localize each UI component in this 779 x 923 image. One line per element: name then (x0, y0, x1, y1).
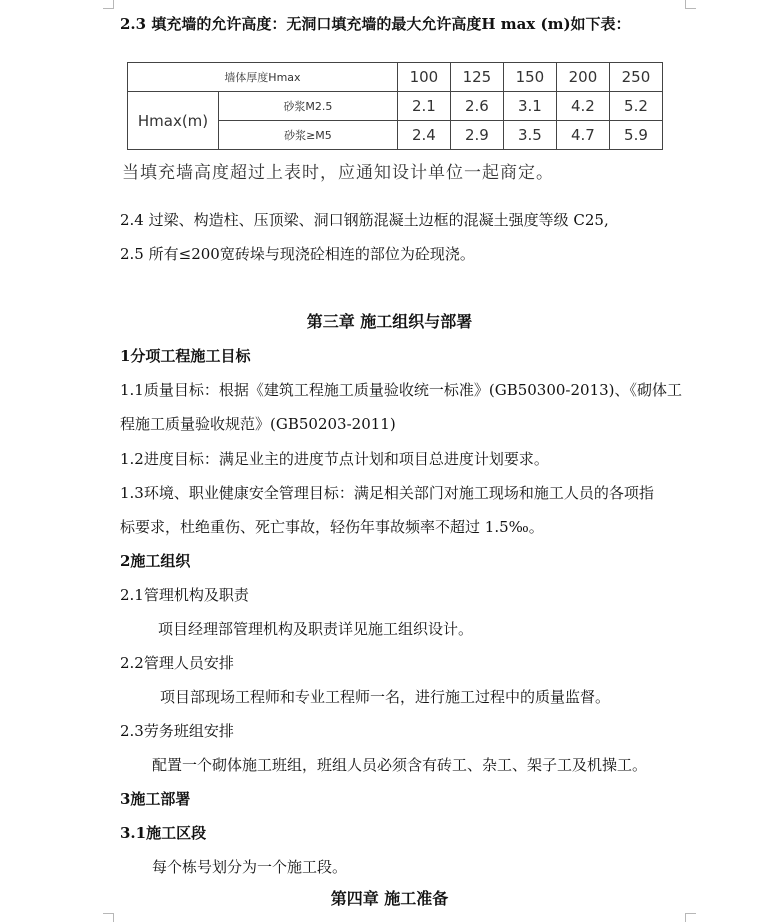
section-2-4: 2.4 过梁、构造柱、压顶梁、洞口钢筋混凝土边框的混凝土强度等级 C25, (120, 211, 609, 229)
chapter-4-title: 第四章 施工准备 (330, 889, 449, 908)
column-header: 150 (503, 63, 556, 92)
paragraph-2-2: 项目部现场工程师和专业工程师一名，进行施工过程中的质量监督。 (160, 688, 611, 706)
page-corner-mark (685, 0, 696, 9)
corner-header-cell: 墙体厚度Hmax (128, 63, 398, 92)
section-2-3: 2.3 填充墙的允许高度：无洞口填充墙的最大允许高度H max (m)如下表： (120, 15, 631, 33)
table-cell: 3.1 (503, 92, 556, 121)
heading-2-3: 2.3劳务班组安排 (120, 722, 234, 740)
heading-1: 1分项工程施工目标 (120, 347, 251, 365)
chapter-3-title: 第三章 施工组织与部署 (306, 312, 473, 331)
paragraph-1-1-cont: 程施工质量验收规范》(GB50203-2011) (120, 415, 396, 433)
row-label: 砂浆M2.5 (219, 92, 398, 121)
table-note: 当填充墙高度超过上表时，应通知设计单位一起商定。 (122, 163, 554, 183)
paragraph-3-1: 每个栋号划分为一个施工段。 (152, 858, 348, 876)
row-header: Hmax(m) (128, 92, 219, 150)
paragraph-1-3: 1.3环境、职业健康安全管理目标：满足相关部门对施工现场和施工人员的各项指 (120, 484, 654, 502)
table-row (128, 92, 663, 121)
column-header: 200 (556, 63, 609, 92)
table-cell: 4.7 (556, 121, 609, 150)
section-2-5: 2.5 所有≤200宽砖垛与现浇砼相连的部位为砼现浇。 (120, 245, 475, 263)
row-label: 砂浆≥M5 (219, 121, 398, 150)
table-cell: 2.6 (450, 92, 503, 121)
table-row (128, 63, 663, 92)
heading-2: 2施工组织 (120, 552, 191, 570)
table-cell: 2.1 (397, 92, 450, 121)
table-cell: 2.4 (397, 121, 450, 150)
page-corner-mark (103, 0, 114, 9)
table-cell: 2.9 (450, 121, 503, 150)
paragraph-1-3-cont: 标要求，杜绝重伤、死亡事故，轻伤年事故频率不超过 1.5‰。 (120, 518, 544, 536)
hmax-table (127, 62, 663, 150)
paragraph-2-1: 项目经理部管理机构及职责详见施工组织设计。 (158, 620, 474, 638)
heading-2-2: 2.2管理人员安排 (120, 654, 234, 672)
table-cell: 4.2 (556, 92, 609, 121)
paragraph-2-3: 配置一个砌体施工班组，班组人员必须含有砖工、杂工、架子工及机操工。 (152, 756, 648, 774)
table-cell: 5.2 (609, 92, 662, 121)
paragraph-1-1: 1.1质量目标：根据《建筑工程施工质量验收统一标准》(GB50300-2013)、《砌体工 (120, 381, 683, 399)
column-header: 250 (609, 63, 662, 92)
heading-2-1: 2.1管理机构及职责 (120, 586, 249, 604)
page-corner-mark (685, 913, 696, 922)
page-corner-mark (103, 913, 114, 922)
column-header: 100 (397, 63, 450, 92)
column-header: 125 (450, 63, 503, 92)
table-cell: 3.5 (503, 121, 556, 150)
table-cell: 5.9 (609, 121, 662, 150)
heading-3-1: 3.1施工区段 (120, 824, 207, 842)
heading-3: 3施工部署 (120, 790, 191, 808)
paragraph-1-2: 1.2进度目标：满足业主的进度节点计划和项目总进度计划要求。 (120, 450, 549, 468)
